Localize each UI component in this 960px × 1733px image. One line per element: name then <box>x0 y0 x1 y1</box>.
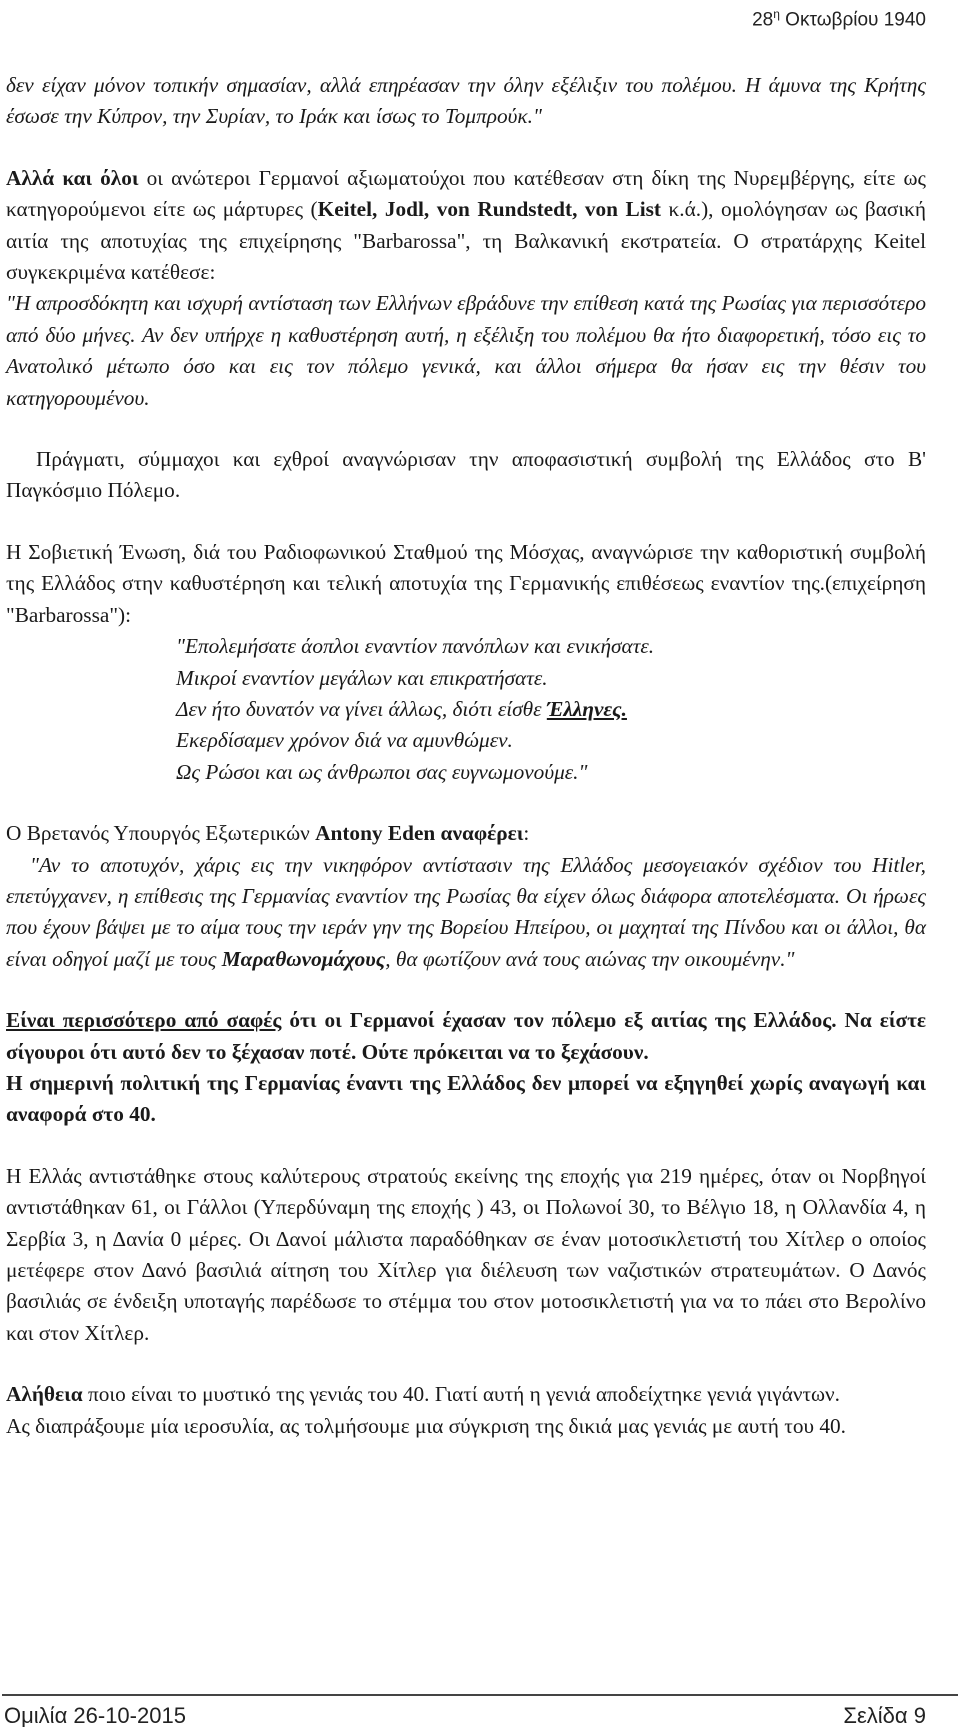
quote-eden: "Αν το αποτυχόν, χάρις εις την νικηφόρον αντίστασιν της Ελλάδος μεσογειακόν σχέδιον του Hitler, επετύγχανεν, η επίθεσις της Γερμανίας εναντίον της Ρωσίας θα είχεν όλως διάφορα αποτελέσματα. Οι ήρωες που έχουν βάψει με το αίμα τους την ιεράν γην της Βορείου Ηπείρου, οι μαχηταί της Πίνδου και οι άλλοι, θα είναι οδηγοί μαζί με τους Μαραθωνομάχους, θα φωτίζουν ανά τους αιώνας την οικουμένην." <box>6 852 926 971</box>
document-body <box>6 70 926 1442</box>
paragraph-eden-intro: Ο Βρετανός Υπουργός Εξωτερικών Antony Eden αναφέρει: <box>6 821 530 846</box>
paragraph-truth: Αλήθεια ποιο είναι το μυστικό της γενιάς του 40. Γιατί αυτή η γενιά αποδείχτηκε γενιά γιγάντων. <box>6 1382 841 1407</box>
header-day: 28 <box>752 9 774 31</box>
paragraph-quote-continuation: δεν είχαν μόνον τοπικήν σημασίαν, αλλά επηρέασαν την όλην εξέλιξιν του πολέμου. Η άμυνα της Κρήτης έσωσε την Κύπρον, την Συρίαν, το Ιράκ και ίσως το Τομπρούκ." <box>6 73 926 129</box>
footer-page-number: Σελίδα 9 <box>843 1703 926 1728</box>
paragraph-german-policy: Η σημερινή πολιτική της Γερμανίας έναντι της Ελλάδος δεν μπορεί να εξηγηθεί χωρίς αναγωγή και αναφορά στο 40. <box>6 1070 926 1127</box>
header-ordinal: η <box>773 7 780 21</box>
header-month-year: Οκτωβρίου 1940 <box>779 9 926 31</box>
page-header-date <box>752 0 926 31</box>
paragraph-resistance-days: Η Ελλάς αντιστάθηκε στους καλύτερους στρατούς εκείνης της εποχής για 219 ημέρες, όταν οι Νορβηγοί αντιστάθηκαν 61, οι Γάλλοι (Υπερδύναμη της εποχής ) 43, οι Πολωνοί 30, το Βέλγιο 18, η Ολλανδία 4, η Σερβία 3, η Δανία 0 μέρες. Οι Δανοί μάλιστα παραδόθηκαν σε έναν μοτοσικλετιστή του Χίτλερ ο οποίος μετέφερε στον Δανό βασιλιά αίτηση του Χίτλερ για διέλευση των ναζιστικών στρατευμάτων. Ο Δανός βασιλιάς σε ένδειξη υποταγής παρέδωσε το στέμμα του στον μοτοσικλετιστή για να το πάει στο Βερολίνο και στον Χίτλερ. <box>6 1163 926 1345</box>
paragraph-recognition: Πράγματι, σύμμαχοι και εχθροί αναγνώρισαν την αποφασιστική συμβολή της Ελλάδος στο Β' Παγκόσμιο Πόλεμο. <box>6 447 926 503</box>
paragraph-nuremberg: Αλλά και όλοι οι ανώτεροι Γερμανοί αξιωματούχοι που κατέθεσαν στη δίκη της Νυρεμβέργης, είτε ως κατηγορούμενοι είτε ως μάρτυρες (Keitel, Jodl, von Rundstedt, von List κ.ά.), ομολόγησαν ως βασική αιτία της αποτυχίας της επιχείρησης "Barbarossa", τη Βαλκανική εκστρατεία. Ο στρατάρχης Keitel συγκεκριμένα κατέθεσε: <box>6 165 926 285</box>
quote-keitel: "Η απροσδόκητη και ισχυρή αντίσταση των Ελλήνων εβράδυνε την επίθεση κατά της Ρωσίας για περισσότερο από δύο μήνες. Αν δεν υπήρχε η καθυστέρηση αυτή, η εξέλιξη του πολέμου θα ήτο διαφορετική, τόσο εις το Ανατολικό μέτωπο όσο και εις τον πόλεμο γενικά, και άλλοι σήμερα θα ήσαν εις την θέσιν του κατηγορουμένου. <box>6 291 926 410</box>
paragraph-soviet-union: Η Σοβιετική Ένωση, διά του Ραδιοφωνικού Σταθμού της Μόσχας, αναγνώρισε την καθοριστική συμβολή της Ελλάδος στην καθυστέρηση και τελική αποτυχία της Γερμανικής επιθέσεως εναντίον της.(επιχείρηση "Barbarossa"): <box>6 539 926 627</box>
paragraph-germans-lost: Είναι περισσότερο από σαφές ότι οι Γερμανοί έχασαν τον πόλεμο εξ αιτίας της Ελλάδος. Να είστε σίγουροι ότι αυτό δεν το ξέχασαν ποτέ. Ούτε πρόκειται να το ξεχάσουν. <box>6 1008 926 1064</box>
page-footer <box>4 1700 926 1732</box>
footer-speech-date: Ομιλία 26-10-2015 <box>4 1703 186 1728</box>
paragraph-comparison: Ας διαπράξουμε μία ιεροσυλία, ας τολμήσουμε μια σύγκριση της δικιά μας γενιάς με αυτή του 40. <box>6 1413 846 1438</box>
footer-divider <box>2 1694 958 1696</box>
quote-moscow-radio: "Επολεμήσατε άοπλοι εναντίον πανόπλων και ενικήσατε. Μικροί εναντίον μεγάλων και επικρατήσατε. Δεν ήτο δυνατόν να γίνει άλλως, διότι είσθε Έλληνες. Εκερδίσαμεν χρόνον διά να αμυνθώμεν. Ως Ρώσοι και ως άνθρωποι σας ευγνωμονούμε." <box>176 634 655 784</box>
